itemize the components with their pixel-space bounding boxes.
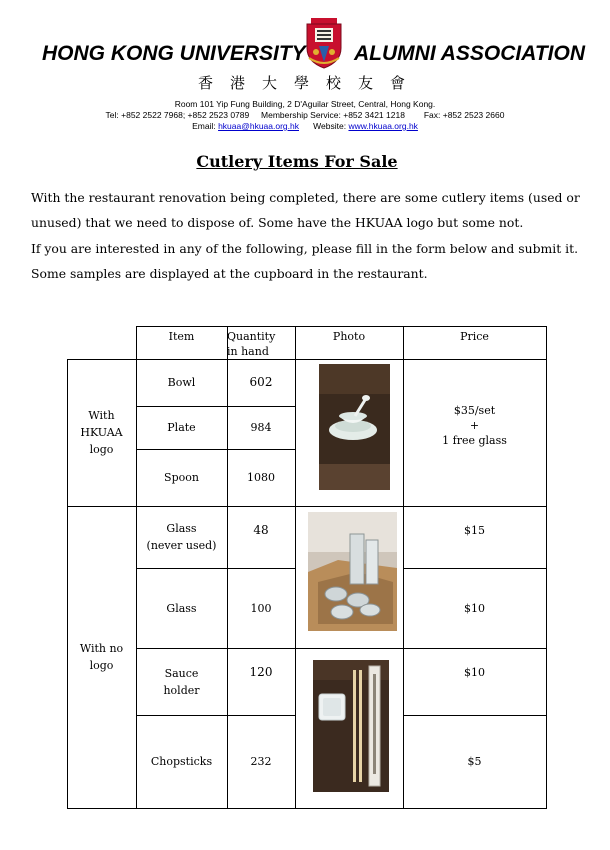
price-glass: $10 — [464, 601, 485, 615]
quantity-glass: 100 — [250, 601, 272, 615]
header-item: Item — [168, 330, 195, 343]
membership-service: Membership Service: +852 3421 1218 — [261, 110, 405, 120]
email-link[interactable]: hkuaa@hkuaa.org.hk — [218, 121, 299, 131]
quantity-spoon: 1080 — [247, 471, 275, 484]
telephone: Tel: +852 2522 7968; +852 2523 0789 — [105, 110, 250, 120]
document-title: Cutlery Items For Sale — [196, 152, 398, 171]
glasses-photo — [308, 512, 397, 631]
org-name-right: ALUMNI ASSOCIATION — [354, 42, 585, 65]
contact-line — [0, 110, 610, 121]
item-spoon: Spoon — [164, 471, 199, 484]
price-chopsticks: $5 — [467, 755, 482, 768]
intro-line-1: With the restaurant renovation being completed, there are some cutlery items (used or — [31, 190, 580, 205]
item-bowl: Bowl — [167, 376, 196, 389]
item-glass-never-used: Glass (never used) — [146, 522, 217, 552]
price-sauce-holder: $10 — [464, 666, 485, 679]
fax: Fax: +852 2523 2660 — [423, 110, 505, 120]
price-glass-never-used: $15 — [464, 524, 485, 537]
price-set: $35/set + 1 free glass — [442, 404, 507, 447]
email-label: Email: — [192, 121, 216, 131]
quantity-sauce-holder: 120 — [249, 665, 273, 679]
email-website-line — [0, 121, 610, 132]
item-chopsticks: Chopsticks — [150, 755, 213, 768]
intro-line-3: If you are interested in any of the following, please fill in the form below and submit it. — [31, 241, 579, 256]
bowl-plate-spoon-photo — [319, 364, 390, 490]
quantity-chopsticks: 232 — [250, 755, 272, 768]
org-name-chinese: 香港大學校友會 — [197, 74, 422, 92]
website-link[interactable]: www.hkuaa.org.hk — [348, 121, 418, 131]
quantity-plate: 984 — [250, 421, 272, 434]
group-no-logo: With no logo — [79, 642, 124, 672]
header-price: Price — [460, 330, 489, 343]
group-with-logo: With HKUAA logo — [80, 409, 123, 456]
header-photo: Photo — [332, 330, 366, 343]
item-sauce-holder: Sauce holder — [163, 666, 200, 697]
university-crest-icon — [303, 18, 345, 70]
header-quantity: Quantity in hand — [227, 329, 276, 358]
item-plate: Plate — [167, 421, 196, 434]
intro-line-4: Some samples are displayed at the cupboard in the restaurant. — [31, 266, 428, 281]
item-glass: Glass — [166, 601, 197, 615]
org-name-left: HONG KONG UNIVERSITY — [42, 42, 306, 65]
quantity-glass-never-used: 48 — [253, 523, 269, 537]
website-label: Website: — [313, 121, 347, 131]
intro-line-2: unused) that we need to dispose of. Some have the HKUAA logo but some not. — [31, 215, 524, 230]
address-line: Room 101 Yip Fung Building, 2 D'Aguilar Street, Central, Hong Kong. — [174, 99, 436, 109]
sauce-holder-chopsticks-photo — [313, 660, 389, 792]
quantity-bowl: 602 — [249, 375, 273, 389]
